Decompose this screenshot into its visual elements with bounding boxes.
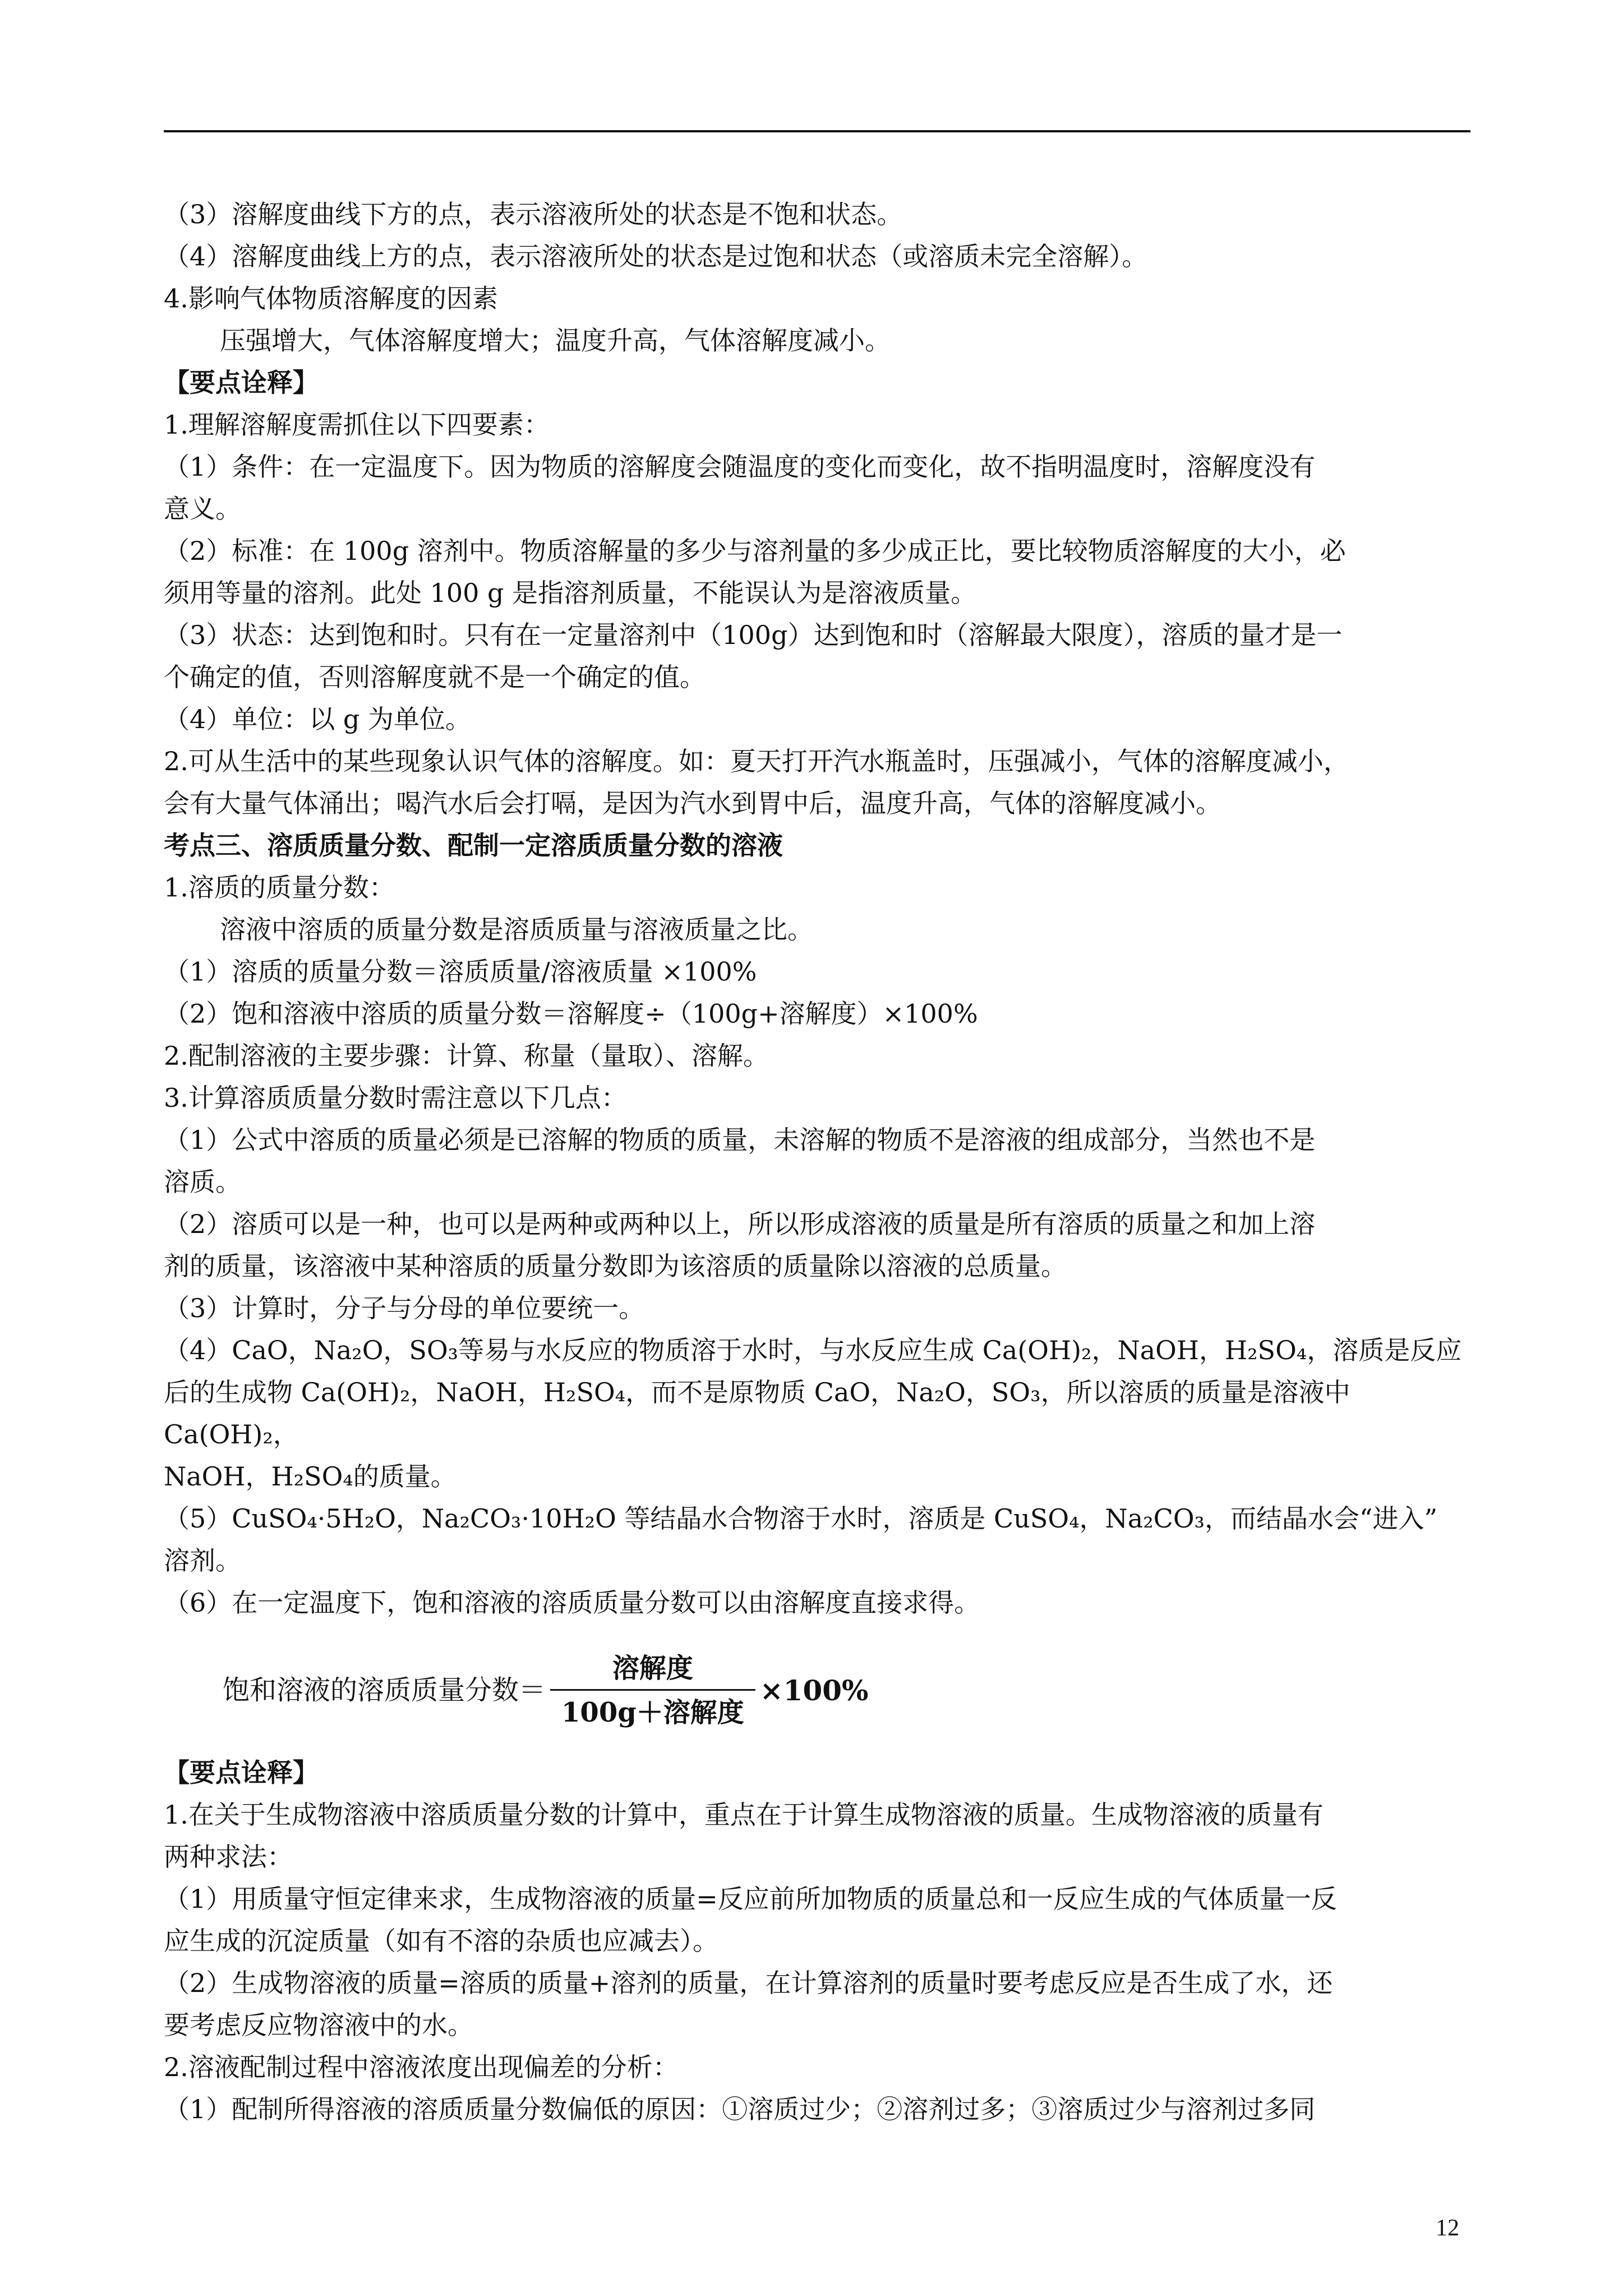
- formula-fraction: [550, 1651, 755, 1730]
- text-line: 2.可从生活中的某些现象认识气体的溶解度。如：夏天打开汽水瓶盖时，压强减小，气体的溶解度减小，: [164, 746, 1349, 776]
- text-line: 要考虑反应物溶液中的水。: [164, 2010, 473, 2040]
- text-line: （1）条件：在一定温度下。因为物质的溶解度会随温度的变化而变化，故不指明温度时，溶解度没有: [164, 452, 1316, 482]
- text-line: 溶质。: [164, 1167, 241, 1197]
- formula-rhs: ×100%: [759, 1673, 869, 1707]
- text-line: （4）CaO，Na₂O，SO₃等易与水反应的物质溶于水时，与水反应生成 Ca(OH)₂，NaOH，H₂SO₄，溶质是反应: [164, 1335, 1462, 1365]
- text-line: （1）公式中溶质的质量必须是已溶解的物质的质量，未溶解的物质不是溶液的组成部分，当然也不是: [164, 1125, 1316, 1155]
- formula-denominator: 100g＋溶解度: [561, 1696, 744, 1728]
- text-line: （3）计算时，分子与分母的单位要统一。: [164, 1293, 645, 1323]
- text-line: （1）溶质的质量分数＝溶质质量/溶液质量 ×100%: [164, 956, 757, 987]
- text-line: 会有大量气体涌出；喝汽水后会打嗝，是因为汽水到胃中后，温度升高，气体的溶解度减小。: [164, 788, 1221, 818]
- text-line: 应生成的沉淀质量（如有不溶的杂质也应减去）。: [164, 1926, 718, 1956]
- text-line: （2）生成物溶液的质量=溶质的质量+溶剂的质量，在计算溶剂的质量时要考虑反应是否生成了水，还: [164, 1968, 1333, 1998]
- text-line: 须用等量的溶剂。此处 100 g 是指溶剂质量，不能误认为是溶液质量。: [164, 578, 977, 608]
- text-line: 两种求法：: [164, 1842, 293, 1872]
- text-line: 1.理解溶解度需抓住以下四要素：: [164, 409, 550, 440]
- formula-numerator: 溶解度: [612, 1652, 693, 1684]
- text-line: NaOH，H₂SO₄的质量。: [164, 1461, 457, 1492]
- text-line: （1）用质量守恒定律来求，生成物溶液的质量=反应前所加物质的质量总和一反应生成的气体质量一反: [164, 1884, 1337, 1914]
- text-line: 剂的质量，该溶液中某种溶质的质量分数即为该溶质的质量除以溶液的总质量。: [164, 1251, 1067, 1281]
- text-line: 2.溶液配制过程中溶液浓度出现偏差的分析：: [164, 2052, 679, 2082]
- text-line: （1）配制所得溶液的溶质质量分数偏低的原因：①溶质过少；②溶剂过多；③溶质过少与溶剂过多同: [164, 2094, 1316, 2124]
- section-heading: 【要点诠释】: [164, 367, 319, 398]
- text-line: （4）溶解度曲线上方的点，表示溶液所处的状态是过饱和状态（或溶质未完全溶解）。: [164, 241, 1148, 272]
- text-line: （2）标准：在 100g 溶剂中。物质溶解量的多少与溶剂量的多少成正比，要比较物质溶解度的大小，必: [164, 536, 1346, 566]
- text-line: 4.影响气体物质溶解度的因素: [164, 283, 498, 314]
- text-line: 3.计算溶质质量分数时需注意以下几点：: [164, 1083, 627, 1113]
- text-line: 1.在关于生成物溶液中溶质质量分数的计算中，重点在于计算生成物溶液的质量。生成物溶液的质量有: [164, 1800, 1324, 1830]
- header-rule: [164, 130, 1470, 132]
- text-line: 1.溶质的质量分数：: [164, 872, 395, 903]
- formula-lhs: 饱和溶液的溶质质量分数＝: [223, 1674, 546, 1706]
- section-heading: 考点三、溶质质量分数、配制一定溶质质量分数的溶液: [164, 830, 783, 861]
- text-line: 后的生成物 Ca(OH)₂，NaOH，H₂SO₄，而不是原物质 CaO，Na₂O，SO₃，所以溶质的质量是溶液中 Ca(OH)₂，: [164, 1377, 1359, 1450]
- page-number: 12: [1436, 2215, 1459, 2241]
- text-line: 压强增大，气体溶解度增大；温度升高，气体溶解度减小。: [220, 325, 891, 356]
- text-block-before-formula: [164, 194, 1470, 1624]
- text-block-after-formula: [164, 1752, 1470, 2131]
- text-line: （6）在一定温度下，饱和溶液的溶质质量分数可以由溶解度直接求得。: [164, 1588, 980, 1618]
- text-line: 2.配制溶液的主要步骤：计算、称量（量取）、溶解。: [164, 1041, 769, 1071]
- text-line: （4）单位：以 g 为单位。: [164, 704, 471, 734]
- text-line: 溶剂。: [164, 1545, 241, 1576]
- text-line: （2）溶质可以是一种，也可以是两种或两种以上，所以形成溶液的质量是所有溶质的质量之和加上溶: [164, 1209, 1316, 1239]
- text-line: （3）溶解度曲线下方的点，表示溶液所处的状态是不饱和状态。: [164, 199, 903, 229]
- text-line: （5）CuSO₄·5H₂O，Na₂CO₃·10H₂O 等结晶水合物溶于水时，溶质是 CuSO₄，Na₂CO₃，而结晶水会“进入”: [164, 1503, 1438, 1534]
- text-line: 溶液中溶质的质量分数是溶质质量与溶液质量之比。: [220, 914, 813, 945]
- document-body: [164, 194, 1470, 2131]
- text-line: （3）状态：达到饱和时。只有在一定量溶剂中（100g）达到饱和时（溶解最大限度），溶质的量才是一: [164, 620, 1343, 650]
- text-line: 意义。: [164, 494, 241, 524]
- mass-fraction-formula: [223, 1645, 1470, 1735]
- text-line: 个确定的值，否则溶解度就不是一个确定的值。: [164, 662, 706, 692]
- text-line: （2）饱和溶液中溶质的质量分数＝溶解度÷（100g+溶解度）×100%: [164, 999, 978, 1029]
- section-heading: 【要点诠释】: [164, 1757, 319, 1788]
